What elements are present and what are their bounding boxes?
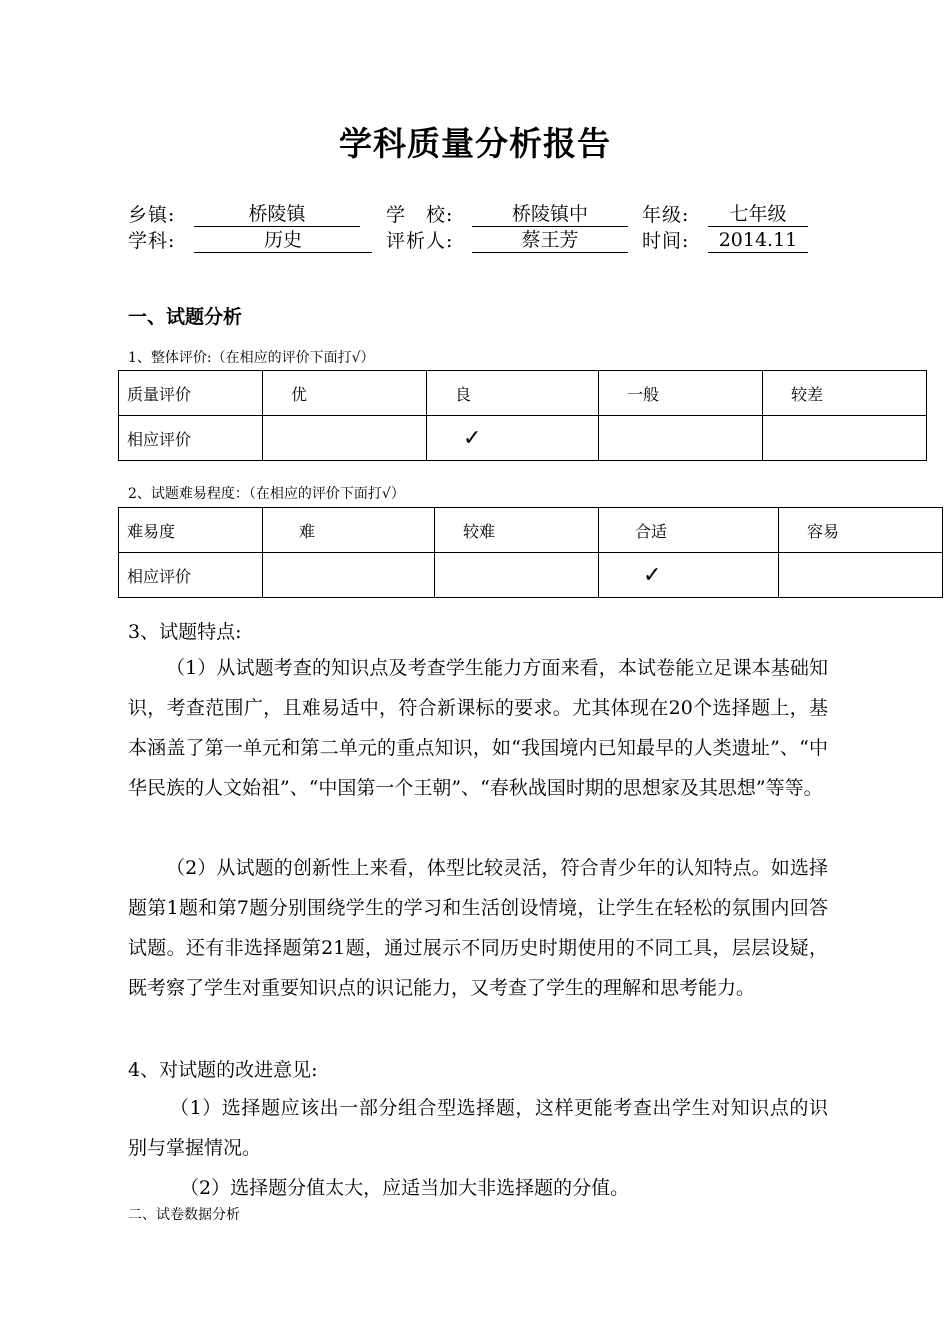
overall-header-0: 质量评价 xyxy=(119,371,263,416)
section1-heading: 一、试题分析 xyxy=(128,306,243,328)
difficulty-cell-1 xyxy=(263,553,435,598)
reviewer-label: 评析人: xyxy=(386,230,454,252)
improve-2-text: （2）选择题分值太大，应适当加大非选择题的分值。 xyxy=(180,1177,630,1199)
subject-label: 学科: xyxy=(128,230,176,252)
town-value: 桥陵镇 xyxy=(194,202,360,227)
overall-row-label: 相应评价 xyxy=(119,416,263,461)
difficulty-header-3: 合适 xyxy=(599,508,779,553)
overall-cell-3 xyxy=(599,416,763,461)
overall-header-row xyxy=(119,371,927,416)
overall-cell-4 xyxy=(763,416,927,461)
difficulty-row-label: 相应评价 xyxy=(119,553,263,598)
improve-1-text: （1）选择题应该出一部分组合型选择题，这样更能考查出学生对知识点的识别与掌握情况。 xyxy=(128,1097,828,1159)
overall-header-3: 一般 xyxy=(599,371,763,416)
feature-1-text: （1）从试题考查的知识点及考查学生能力方面来看，本试卷能立足课本基础知识，考查范围广，且难易适中，符合新课标的要求。尤其体现在20个选择题上，基本涵盖了第一单元和第二单元的重点知识，如“我国境内已知最早的人类遗址”、“中华民族的人文始祖”、“中国第一个王朝”、“春秋战国时期的思想家及其思想”等等。 xyxy=(128,657,828,799)
improve-paragraph-2 xyxy=(128,1168,828,1208)
difficulty-header-0: 难易度 xyxy=(119,508,263,553)
difficulty-table xyxy=(118,507,943,598)
overall-header-2: 良 xyxy=(427,371,599,416)
features-heading: 3、试题特点: xyxy=(128,621,242,643)
overall-cell-1 xyxy=(263,416,427,461)
improve-heading: 4、对试题的改进意见: xyxy=(128,1059,318,1081)
overall-rating-row xyxy=(119,416,927,461)
feature-2-text: （2）从试题的创新性上来看，体型比较灵活，符合青少年的认知特点。如选择题第1题和第7题分别围绕学生的学习和生活创设情境，让学生在轻松的氛围内回答试题。还有非选择题第21题，通过展示不同历史时期使用的不同工具，层层设疑，既考察了学生对重要知识点的识记能力，又考查了学生的理解和思考能力。 xyxy=(128,857,828,999)
time-value: 2014.11 xyxy=(708,228,808,253)
town-label: 乡镇: xyxy=(128,204,176,226)
feature-paragraph-2 xyxy=(128,848,828,1008)
grade-value: 七年级 xyxy=(708,202,808,227)
difficulty-cell-4 xyxy=(779,553,943,598)
difficulty-header-2: 较难 xyxy=(435,508,599,553)
difficulty-check-mark: ✓ xyxy=(599,553,779,598)
overall-check-mark: ✓ xyxy=(427,416,599,461)
reviewer-value: 蔡王芳 xyxy=(472,228,628,253)
subject-value: 历史 xyxy=(194,228,372,253)
section2-heading: 二、试卷数据分析 xyxy=(128,1207,240,1223)
overall-caption: 1、整体评价:（在相应的评价下面打√） xyxy=(128,350,375,366)
grade-label: 年级: xyxy=(642,204,690,226)
overall-header-4: 较差 xyxy=(763,371,927,416)
difficulty-header-1: 难 xyxy=(263,508,435,553)
report-title: 学科质量分析报告 xyxy=(339,124,611,163)
overall-table xyxy=(118,370,927,461)
time-label: 时间: xyxy=(642,230,690,252)
overall-header-1: 优 xyxy=(263,371,427,416)
feature-paragraph-1 xyxy=(128,648,828,808)
improve-paragraph-1 xyxy=(128,1088,828,1168)
difficulty-rating-row xyxy=(119,553,943,598)
difficulty-caption: 2、试题难易程度：（在相应的评价下面打√） xyxy=(128,486,405,502)
difficulty-header-4: 容易 xyxy=(779,508,943,553)
difficulty-header-row xyxy=(119,508,943,553)
school-value: 桥陵镇中 xyxy=(472,202,628,227)
difficulty-cell-2 xyxy=(435,553,599,598)
school-label: 学 校: xyxy=(386,204,454,226)
